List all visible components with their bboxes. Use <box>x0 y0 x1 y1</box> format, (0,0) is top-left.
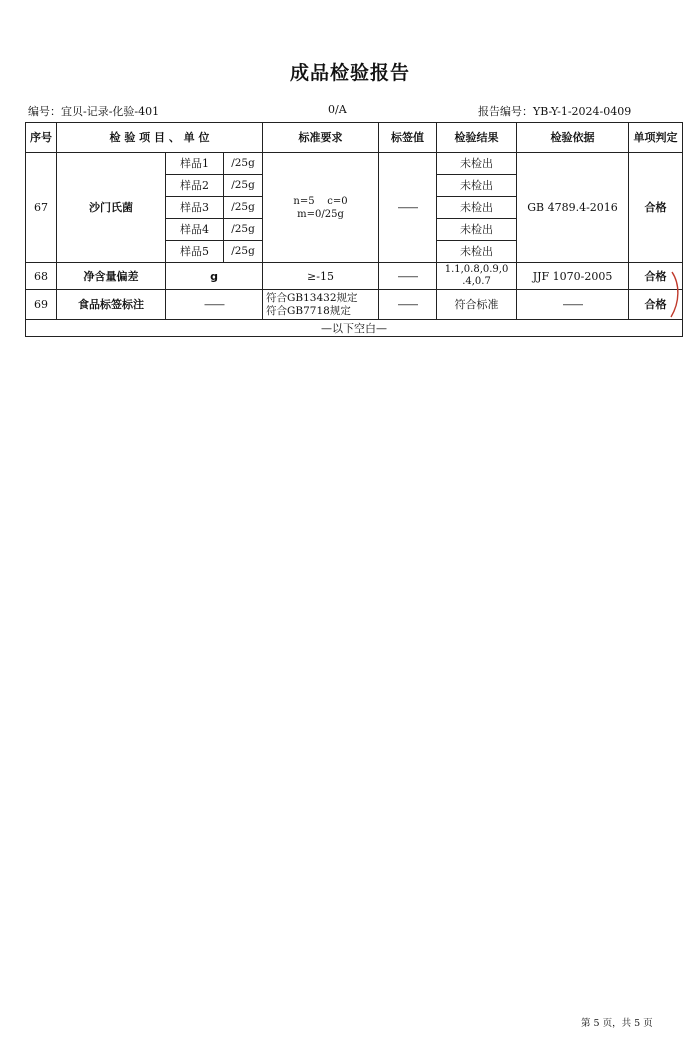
record-number: 编号：宜贝-记录-化验-401 <box>28 105 160 118</box>
row68-basis: JJF 1070-2005 <box>517 263 629 290</box>
row67-standard-line2: m=0/25g <box>297 208 344 220</box>
sample-unit: /25g <box>224 241 263 263</box>
row68-judgment: 合格 <box>629 263 683 290</box>
sample-name: 样品1 <box>166 153 224 175</box>
sample-result: 未检出 <box>437 241 517 263</box>
row67-label-value: —— <box>379 153 437 263</box>
row68-result-line1: 1.1,0.8,0.9,0 <box>444 264 509 275</box>
sample-unit: /25g <box>224 175 263 197</box>
row69-item: 食品标签标注 <box>57 290 166 320</box>
sample-name: 样品3 <box>166 197 224 219</box>
row69-result: 符合标准 <box>437 290 517 320</box>
sample-unit: /25g <box>224 153 263 175</box>
header-seq: 序号 <box>26 123 57 153</box>
row68-standard: ≥-15 <box>263 263 379 290</box>
end-note: —以下空白— <box>26 320 683 337</box>
row69-basis: —— <box>517 290 629 320</box>
inspection-table <box>25 122 683 337</box>
row69-standard-line2: 符合GB7718规定 <box>266 304 351 317</box>
row67-item: 沙门氏菌 <box>57 153 166 263</box>
sample-result: 未检出 <box>437 219 517 241</box>
table-header-row <box>26 123 683 153</box>
version-number: 0/A <box>328 103 347 116</box>
sample-name: 样品5 <box>166 241 224 263</box>
table-row <box>26 263 683 290</box>
row67-standard <box>263 153 379 263</box>
table-row <box>26 153 683 175</box>
row67-judgment: 合格 <box>629 153 683 263</box>
row69-judgment: 合格 <box>629 290 683 320</box>
header-label-value: 标签值 <box>379 123 437 153</box>
header-standard: 标准要求 <box>263 123 379 153</box>
header-item-unit: 检 验 项 目 、 单 位 <box>57 123 263 153</box>
sample-unit: /25g <box>224 197 263 219</box>
report-number: 报告编号：YB-Y-1-2024-0409 <box>478 105 632 118</box>
row67-seq: 67 <box>26 153 57 263</box>
row68-seq: 68 <box>26 263 57 290</box>
sample-result: 未检出 <box>437 175 517 197</box>
row67-standard-line1: n=5 c=0 <box>293 195 348 207</box>
table-row <box>26 290 683 320</box>
row69-unit: —— <box>166 290 263 320</box>
header-basis: 检验依据 <box>517 123 629 153</box>
row69-standard-line1: 符合GB13432规定 <box>266 291 358 304</box>
red-pen-mark <box>668 270 682 320</box>
sample-unit: /25g <box>224 219 263 241</box>
row69-standard <box>263 290 379 320</box>
row69-seq: 69 <box>26 290 57 320</box>
header-judgment: 单项判定 <box>629 123 683 153</box>
page-title: 成品检验报告 <box>289 62 410 84</box>
sample-name: 样品2 <box>166 175 224 197</box>
row68-unit: g <box>166 263 263 290</box>
row67-basis: GB 4789.4-2016 <box>517 153 629 263</box>
row68-result-line2: .4,0.7 <box>462 276 491 287</box>
sample-result: 未检出 <box>437 153 517 175</box>
table-end-row <box>26 320 683 337</box>
sample-result: 未检出 <box>437 197 517 219</box>
row69-label-value: —— <box>379 290 437 320</box>
row68-label-value: —— <box>379 263 437 290</box>
sample-name: 样品4 <box>166 219 224 241</box>
header-result: 检验结果 <box>437 123 517 153</box>
row68-item: 净含量偏差 <box>57 263 166 290</box>
page-footer: 第 5 页，共 5 页 <box>581 1018 653 1029</box>
row68-result <box>437 263 517 290</box>
